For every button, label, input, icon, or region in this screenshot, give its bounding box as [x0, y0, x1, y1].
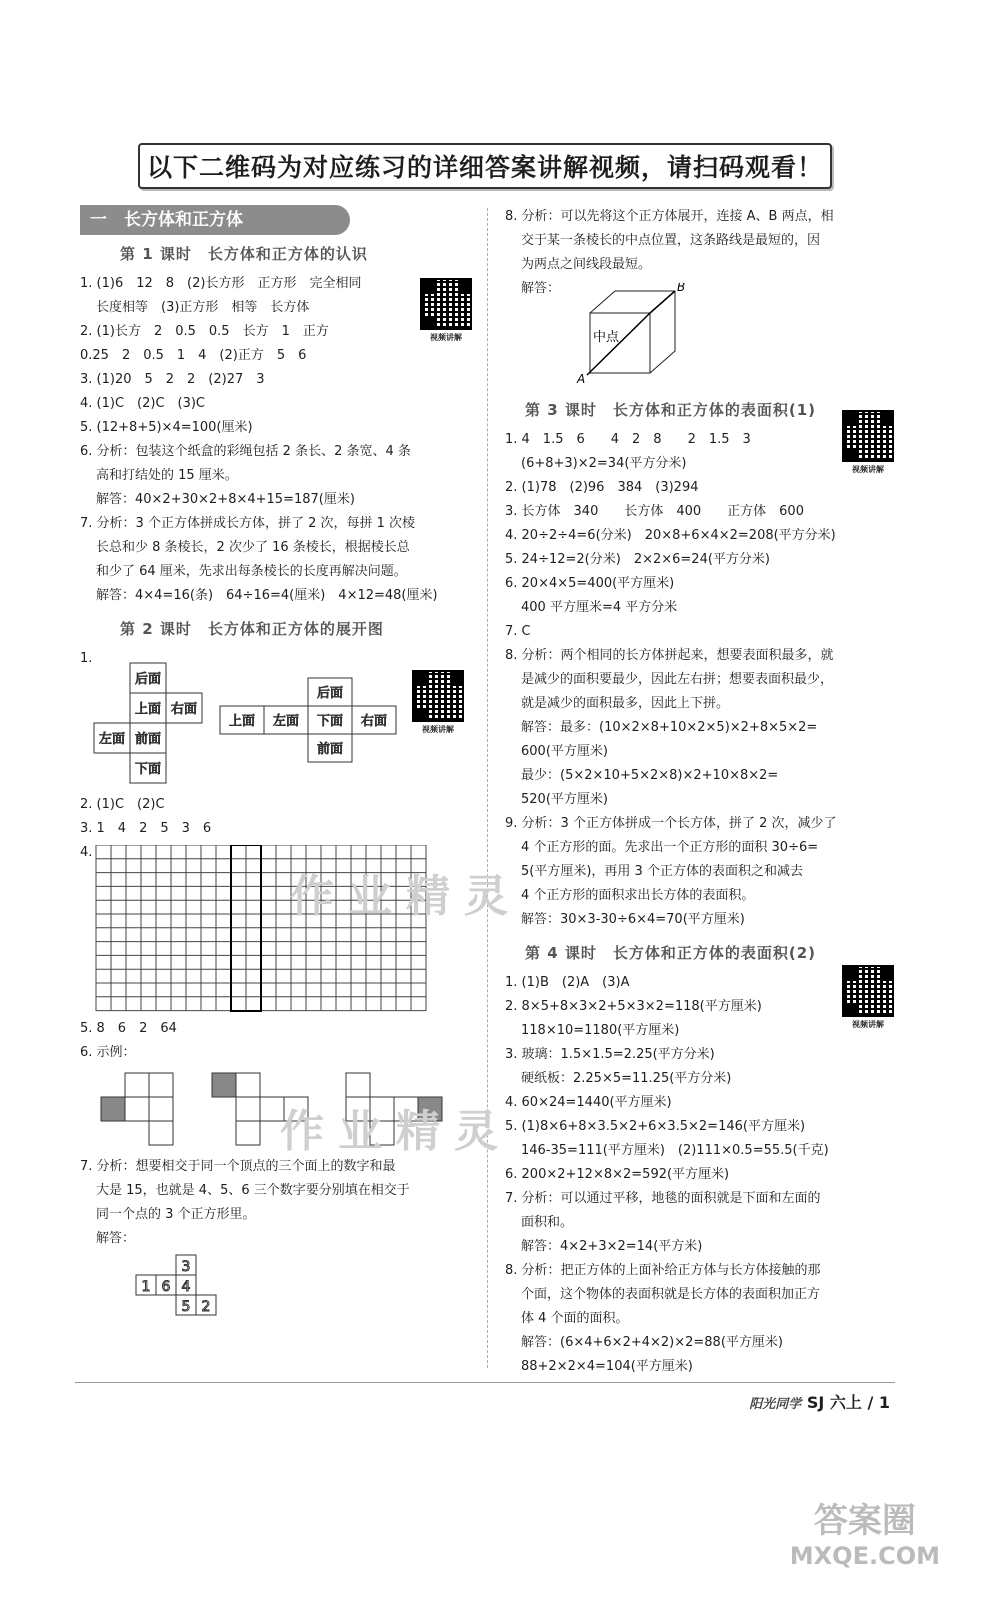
answer-line: 0.25 2 0.5 1 4 (2)正方 5 6: [80, 348, 307, 363]
answer-line: 1. (1)6 12 8 (2)长方形 正方形 完全相同: [80, 276, 362, 291]
lesson-1-title: 第 1 课时 长方体和正方体的认识: [120, 245, 368, 263]
answer-line: 高和打结处的 15 厘米。: [96, 468, 238, 483]
footer-line: [75, 1382, 895, 1383]
answer-line: 7. 分析：可以通过平移，地毯的面积就是下面和左面的: [505, 1191, 821, 1206]
answer-line: 6. 200×2+12×8×2=592(平方厘米): [505, 1167, 730, 1182]
left-column: [80, 205, 480, 1331]
answer-line: 88+2×2×4=104(平方厘米): [521, 1359, 693, 1374]
net2-top: 上面: [228, 714, 256, 729]
net1-top: 上面: [134, 702, 162, 717]
net2-left: 左面: [272, 714, 300, 729]
answer-line: 7. 分析：3 个正方体拼成长方体，拼了 2 次，每拼 1 次棱: [80, 516, 416, 531]
net1-back: 后面: [134, 672, 162, 687]
net1-left: 左面: [98, 732, 126, 747]
answer-line: 600(平方厘米): [521, 744, 608, 759]
lesson-2-title: 第 2 课时 长方体和正方体的展开图: [120, 620, 384, 638]
lesson-3-title: 第 3 课时 长方体和正方体的表面积(1): [525, 401, 817, 419]
qr-icon: [420, 278, 472, 330]
watermark-1: 作业精灵: [290, 871, 522, 922]
answer-line: 解答：: [96, 1231, 136, 1246]
net2-right: 右面: [360, 714, 388, 729]
answer-line: 5. 24÷12=2(分米) 2×2×6=24(平方分米): [505, 552, 770, 567]
answer-line: 7. C: [505, 624, 531, 639]
answer-line: 2. (1)长方 2 0.5 0.5 长方 1 正方: [80, 324, 329, 339]
answer-line: 146-35=111(平方厘米) (2)111×0.5=55.5(千克): [521, 1143, 829, 1158]
answer-line: 8. 分析：两个相同的长方体拼起来，想要表面积最多，就: [505, 648, 834, 663]
footer: [749, 1390, 890, 1413]
answer-line: 硬纸板：2.25×5=11.25(平方分米): [521, 1071, 732, 1086]
net-num: 6: [161, 1279, 171, 1295]
answer-line: 8. 分析：可以先将这个正方体展开，连接 A、B 两点，相: [505, 209, 834, 224]
answer-line: 大是 15，也就是 4、5、6 三个数字要分别填在相交于: [96, 1183, 410, 1198]
answer-line: 4. 20÷2÷4=6(分米) 20×8+6×4×2=208(平方分米): [505, 528, 836, 543]
answer-line: 6. 20×4×5=400(平方厘米): [505, 576, 675, 591]
qr-code-1[interactable]: [418, 278, 474, 343]
answer-line: 是减少的面积要最少，因此左右拼；想要表面积最少，: [521, 672, 834, 687]
answer-line: 交于某一条棱长的中点位置，这条路线是最短的，因: [521, 233, 821, 248]
net1-front: 前面: [134, 732, 162, 747]
net2-bottom: 下面: [316, 714, 344, 729]
answer-line: 4 个正方形的面积求出长方体的表面积。: [521, 888, 755, 903]
answer-line: 8. 分析：把正方体的上面补给正方体与长方体接触的那: [505, 1263, 821, 1278]
number-net: [80, 1251, 280, 1331]
answer-line: 4. (1)C (2)C (3)C: [80, 396, 206, 411]
question-1-label: 1.: [80, 651, 93, 666]
answer-line: 3. 玻璃：1.5×1.5=2.25(平方分米): [505, 1047, 715, 1062]
right-column: [505, 205, 905, 1379]
answer-line: 400 平方厘米=4 平方分米: [521, 600, 678, 615]
net-num: 1: [141, 1279, 151, 1295]
qr-label: 视频讲解: [852, 1020, 884, 1029]
answer-line: 解答：最多：(10×2×8+10×2×5)×2+8×5×2=: [521, 720, 818, 735]
qr-code-2[interactable]: [410, 670, 466, 735]
cube-diagram: [565, 283, 765, 393]
qr-label: 视频讲解: [852, 465, 884, 474]
answer-line: 4 个正方形的面。先求出一个正方形的面积 30÷6=: [521, 840, 819, 855]
answer-line: 体 4 个面的面积。: [521, 1311, 629, 1326]
answer-line: 解答：4×2+3×2=14(平方米): [521, 1239, 703, 1254]
answer-line: 解答：30×3-30÷6×4=70(平方厘米): [521, 912, 745, 927]
answer-line: 解答：(6×4+6×2+4×2)×2=88(平方厘米): [521, 1335, 783, 1350]
question-2: 2. (1)C (2)C: [80, 797, 165, 812]
question-4-label: 4.: [80, 845, 93, 860]
answer-line: 3. 长方体 340 长方体 400 正方体 600: [505, 504, 804, 519]
answer-line: 118×10=1180(平方厘米): [521, 1023, 680, 1038]
corner-logo-main: 答案圈: [813, 1501, 916, 1541]
qr-label: 视频讲解: [430, 333, 462, 342]
net1-right: 右面: [170, 702, 198, 717]
page-number: SJ 六上 / 1: [806, 1393, 890, 1412]
answer-line: 2. 8×5+8×3×2+5×3×2=118(平方厘米): [505, 999, 762, 1014]
answer-line: (6+8+3)×2=34(平方分米): [521, 456, 687, 471]
net-1: [94, 663, 202, 783]
banner: 以下二维码为对应练习的详细答案讲解视频，请扫码观看！: [138, 143, 832, 189]
column-divider: [487, 208, 488, 1368]
answer-line: 7. 分析：想要相交于同一个顶点的三个面上的数字和最: [80, 1159, 396, 1174]
answer-line: 2. (1)78 (2)96 384 (3)294: [505, 480, 699, 495]
question-6-label: 6. 示例：: [80, 1045, 136, 1060]
answer-line: 同一个点的 3 个正方形里。: [96, 1207, 256, 1222]
answer-line: 解答：: [521, 281, 561, 296]
net-2: [220, 678, 396, 762]
answer-line: 解答：40×2+30×2+8×4+15=187(厘米): [96, 492, 355, 507]
cube-midpoint-label: 中点: [593, 330, 620, 345]
net2-front: 前面: [316, 742, 344, 757]
brand-logo: 阳光同学: [749, 1397, 802, 1412]
answer-line: 5. (1)8×6+8×3.5×2+6×3.5×2=146(平方厘米): [505, 1119, 806, 1134]
answer-line: 就是减少的面积最多，因此上下拼。: [521, 696, 730, 711]
net1-bottom: 下面: [134, 762, 162, 777]
answer-line: 为两点之间线段最短。: [521, 257, 652, 272]
answer-line: 5. (12+8+5)×4=100(厘米): [80, 420, 253, 435]
cube-a-label: A: [577, 372, 586, 386]
section-title: 一 长方体和正方体: [80, 205, 350, 235]
net-num: 5: [181, 1299, 191, 1315]
answer-line: 长总和少 8 条棱长，2 次少了 16 条棱长，根据棱长总: [96, 540, 410, 555]
qr-label: 视频讲解: [422, 725, 454, 734]
question-3: 3. 1 4 2 5 3 6: [80, 821, 212, 836]
answer-line: 个面，这个物体的表面积就是长方体的表面积加正方: [521, 1287, 821, 1302]
qr-icon: [412, 670, 464, 722]
question-7: [80, 1155, 480, 1251]
answer-line: 9. 分析：3 个正方体拼成一个长方体，拼了 2 次，减少了: [505, 816, 837, 831]
lesson-3-body: [505, 428, 905, 932]
question-5: 5. 8 6 2 64: [80, 1021, 177, 1036]
answer-line: 6. 分析：包装这个纸盒的彩绳包括 2 条长、2 条宽、4 条: [80, 444, 411, 459]
answer-line: 解答：4×4=16(条) 64÷16=4(厘米) 4×12=48(厘米): [96, 588, 438, 603]
lesson-4-body: [505, 971, 905, 1379]
watermark-2: 作业精灵: [280, 1106, 512, 1157]
answer-line: 1. (1)B (2)A (3)A: [505, 975, 630, 990]
answer-line: 和少了 64 厘米，先求出每条棱长的长度再解决问题。: [96, 564, 407, 579]
answer-line: 长度相等 (3)正方形 相等 长方体: [96, 300, 310, 315]
answer-line: 4. 60×24=1440(平方厘米): [505, 1095, 672, 1110]
net-num: 4: [181, 1279, 191, 1295]
answer-line: 5(平方厘米)，再用 3 个正方体的表面积之和减去: [521, 864, 803, 879]
lesson-4-title: 第 4 课时 长方体和正方体的表面积(2): [525, 944, 817, 962]
answer-line: 1. 4 1.5 6 4 2 8 2 1.5 3: [505, 432, 751, 447]
answer-line: 3. (1)20 5 2 2 (2)27 3: [80, 372, 265, 387]
answer-line: 520(平方厘米): [521, 792, 608, 807]
corner-logo: [790, 1493, 940, 1570]
net-num: 3: [181, 1259, 191, 1275]
answer-line: 最少：(5×2×10+5×2×8)×2+10×8×2=: [521, 768, 779, 783]
answer-line: 面积和。: [521, 1215, 574, 1230]
net2-back: 后面: [316, 686, 344, 701]
corner-logo-url: MXQE.COM: [789, 1542, 940, 1570]
cube-b-label: B: [677, 283, 686, 294]
net-num: 2: [201, 1299, 211, 1315]
